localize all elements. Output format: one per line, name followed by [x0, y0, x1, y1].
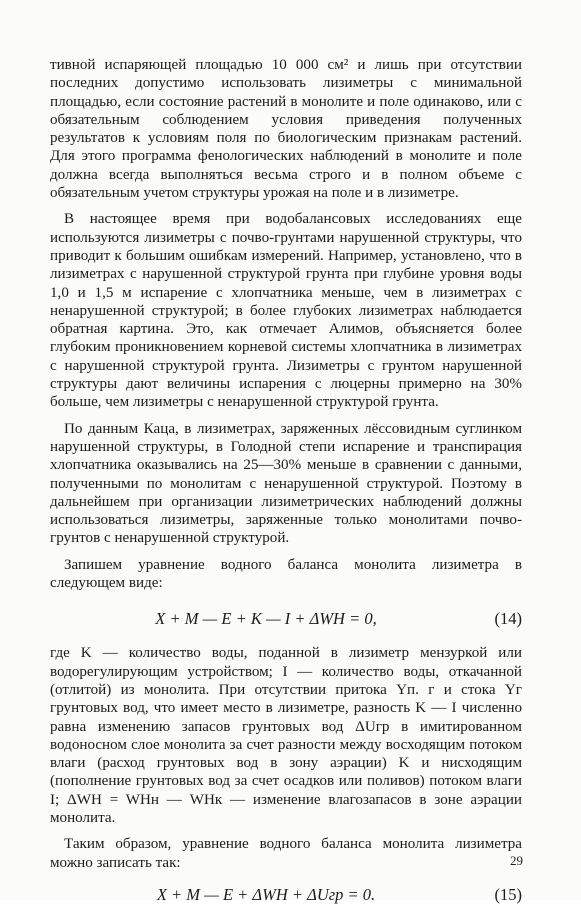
paragraph-gap: [50, 412, 522, 420]
paragraph-2: В настоящее время при водобалансовых исследованиях еще используются лизиметры с почво-грунтами нарушенной структуры, что приводит к большим ошибкам измерений. Например, установлено, что в лизиметрах с нарушенной структурой грунта при глубине уровня воды 1,0 и 1,5 м испарение с хлопчатника меньше, чем в лизиметрах с ненарушенной структурой; в более глубоких лизиметрах наблюдается обратная картина. Это, как отмечает Алимов, объясняется более глубоким проникновением корневой системы хлопчатника в лизиметрах с нарушенной структурой грунта. Лизиметры с грунтом нарушенной структуры дают величины испарения с люцерны примерно на 30% больше, чем лизиметры с ненарушенной структурой грунта.: [50, 211, 522, 411]
equation-14: [50, 606, 522, 632]
paragraph-gap: [50, 548, 522, 556]
page-number: 29: [510, 853, 523, 868]
paragraph-1: тивной испаряющей площадью 10 000 см² и лишь при отсутствии последних допустимо использовать лизиметры с минимальной площадью, если состояние растений в монолите и поле одинаково, или с обязательным соблюдением условия приведения полученных результатов к условиям поля по биологическим признакам растений. Для этого программа фенологических наблюдений в монолите и поле должна всегда выполняться весьма строго и в полном объеме с обязательным учетом структуры урожая на поле и в лизиметре.: [50, 57, 522, 202]
paragraph-gap: [50, 827, 522, 835]
paragraph-3: По данным Каца, в лизиметрах, заряженных лёссовидным суглинком нарушенной структуры, в Голодной степи испарение и транспирация хлопчатника оказывались на 25—30% меньше в сравнении с данными, полученными по монолитам с ненарушенной структурой. Поэтому в дальнейшем при организации лизиметрических наблюдений должны использоваться лизиметры, заряженные только монолитами почво-грунтов с ненарушенной структурой.: [50, 420, 522, 547]
paragraph-6: Таким образом, уравнение водного баланса монолита лизиметра можно записать так:: [50, 836, 522, 871]
equation-number: (15): [494, 884, 522, 904]
equation-formula: X + M — E + ΔWH + ΔUгр = 0.: [156, 884, 376, 904]
paragraph-gap: [50, 202, 522, 210]
paragraph-4: Запишем уравнение водного баланса монолита лизиметра в следующем виде:: [50, 556, 522, 592]
equation-formula: X + M — E + K — I + ΔWH = 0,: [155, 609, 377, 629]
equation-15: [50, 882, 522, 908]
page-body: [50, 56, 522, 908]
paragraph-5: где K — количество воды, поданной в лизиметр мензуркой или водорегулирующим устройством; I — количество воды, откачанной (отлитой) из монолита. При отсутствии притока Yп. г и стока Yг грунтовых вод, что имеет место в лизиметре, разность K — I численно равна изменению запасов грунтовых вод ΔUгр в имитированном водоносном слое монолита за счет разности между восходящим потоком влаги (расход грунтовых вод в зону аэрации) K и нисходящим (пополнение грунтовых вод за счет осадков или поливов) потоком влаги I; ΔWH = WHн — WHк — изменение влагозапасов в зоне аэрации монолита.: [50, 645, 522, 826]
equation-number: (14): [494, 609, 522, 629]
